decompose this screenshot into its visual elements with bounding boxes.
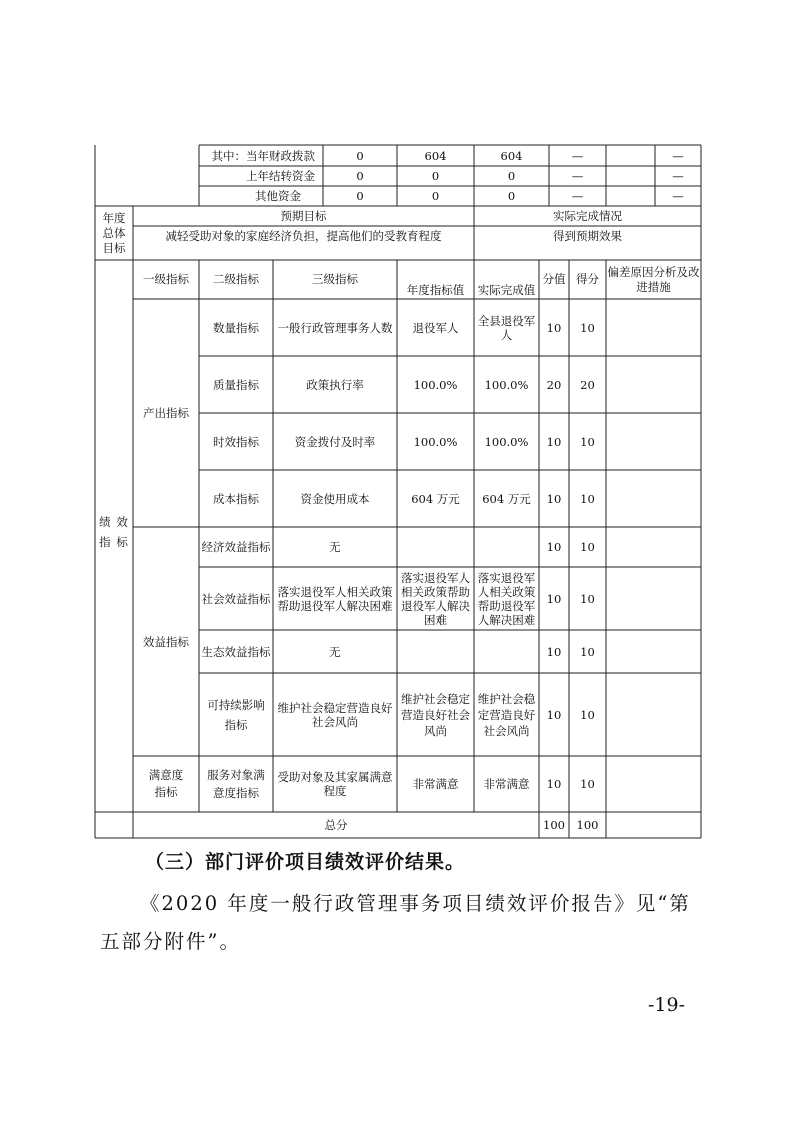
row-level3: 落实退役军人相关政策 帮助退役军人解决困难 — [277, 584, 393, 613]
funds-label: 其中：当年财政拨款 — [211, 148, 315, 163]
funds-value: — — [571, 169, 584, 183]
row-score: 10 — [546, 491, 562, 506]
row-level3: 资金拨付及时率 — [294, 434, 376, 449]
row-actual: 全县退役军 人 — [477, 313, 536, 342]
row-score: 10 — [546, 644, 562, 659]
row-level2: 质量指标 — [213, 377, 259, 392]
row-got: 10 — [580, 491, 595, 506]
row-got: 10 — [580, 644, 595, 659]
row-level3: 受助对象及其家属满意 程度 — [277, 770, 393, 798]
row-level3: 维护社会稳定营造良好 社会风尚 — [277, 700, 393, 729]
funds-value — [606, 145, 655, 166]
group-satisfaction: 满意度 指标 — [148, 768, 184, 799]
row-score: 10 — [546, 707, 562, 722]
row-annual: 退役军人 — [412, 320, 459, 335]
row-annual: 非常满意 — [412, 777, 459, 791]
funds-value: — — [672, 169, 684, 183]
header-level3: 三级指标 — [312, 272, 358, 286]
funds-value: 0 — [431, 189, 440, 203]
expected-goal-header: 预期目标 — [280, 209, 327, 223]
row-level2: 社会效益指标 — [201, 591, 271, 606]
funds-value: 604 — [424, 148, 447, 163]
header-actual-value: 实际完成值 — [477, 283, 536, 297]
row-annual — [397, 527, 474, 567]
funds-value: — — [672, 189, 684, 203]
total-score: 100 — [543, 818, 565, 832]
row-score: 10 — [546, 777, 562, 791]
row-actual: 非常满意 — [483, 777, 530, 791]
row-actual: 100.0% — [484, 377, 529, 392]
funds-value — [606, 186, 655, 206]
row-got: 10 — [580, 320, 595, 335]
row-level3: 政策执行率 — [306, 377, 364, 392]
row-actual: 604 万元 — [482, 491, 531, 506]
row-actual: 维护社会稳 定营造良好 社会风尚 — [477, 691, 536, 738]
funds-value — [606, 166, 655, 186]
row-level3: 资金使用成本 — [300, 491, 370, 506]
row-level2: 可持续影响 指标 — [207, 697, 265, 732]
row-actual — [474, 527, 539, 567]
funds-value: — — [571, 189, 584, 203]
row-score: 10 — [546, 434, 562, 449]
row-score: 10 — [546, 591, 562, 606]
row-level2: 时效指标 — [213, 434, 259, 449]
row-level2: 数量指标 — [213, 320, 259, 335]
row-level3: 一般行政管理事务人数 — [277, 320, 393, 335]
row-level3: 无 — [329, 540, 341, 554]
row-got: 10 — [580, 777, 595, 791]
row-got: 10 — [580, 707, 595, 722]
header-annual-value: 年度指标值 — [406, 283, 465, 297]
header-deviation: 偏差原因分析及改进措施 — [607, 264, 700, 294]
row-annual: 604 万元 — [411, 491, 460, 506]
header-score-got: 得分 — [576, 272, 599, 286]
row-annual: 落实退役军人 相关政策帮助 退役军人解决 困难 — [401, 570, 470, 627]
row-deviation — [606, 527, 701, 567]
funds-value: 604 — [500, 148, 523, 163]
row-deviation — [606, 470, 701, 527]
row-deviation — [606, 630, 701, 673]
actual-goal-header: 实际完成情况 — [553, 209, 622, 223]
row-deviation — [606, 413, 701, 470]
row-deviation — [606, 673, 701, 756]
funds-value: 0 — [507, 169, 516, 183]
total-label: 总分 — [324, 818, 348, 832]
row-score: 20 — [546, 377, 562, 392]
row-level2: 生态效益指标 — [201, 644, 271, 659]
row-got: 10 — [580, 540, 595, 554]
row-level2: 服务对象满 意度指标 — [207, 768, 265, 800]
funds-value: 0 — [356, 148, 364, 163]
row-got: 10 — [580, 434, 595, 449]
row-annual: 100.0% — [413, 377, 458, 392]
page-number: -19- — [648, 994, 686, 1016]
row-deviation — [606, 356, 701, 413]
section-heading: （三）部门评价项目绩效评价结果。 — [145, 851, 466, 873]
funds-value: 0 — [356, 189, 364, 203]
annual-goal-label: 年度 总体 目标 — [102, 210, 126, 255]
row-annual: 100.0% — [413, 434, 458, 449]
group-benefit: 效益指标 — [143, 634, 189, 649]
row-actual: 100.0% — [484, 434, 529, 449]
funds-value: 0 — [431, 169, 440, 183]
funds-value: — — [571, 148, 584, 163]
row-score: 10 — [546, 540, 562, 554]
row-got: 10 — [580, 591, 595, 606]
row-deviation — [606, 756, 701, 812]
actual-goal-text: 得到预期效果 — [553, 229, 622, 243]
header-level1: 一级指标 — [143, 272, 189, 286]
row-annual: 维护社会稳定 营造良好社会 风尚 — [401, 691, 470, 738]
row-actual — [474, 630, 539, 673]
header-score-value: 分值 — [542, 272, 566, 286]
total-got: 100 — [576, 818, 599, 832]
row-got: 20 — [580, 377, 595, 392]
body-paragraph: 《2020 年度一般行政管理事务项目绩效评价报告》见“第五部分附件”。 — [100, 892, 691, 953]
row-level3: 无 — [329, 644, 341, 659]
row-actual: 落实退役军 人相关政策 帮助退役军 人解决困难 — [477, 570, 536, 627]
funds-value: 0 — [356, 169, 364, 183]
expected-goal-text: 减轻受助对象的家庭经济负担，提高他们的受教育程度 — [165, 229, 442, 243]
funds-value: 0 — [507, 189, 516, 203]
group-output: 产出指标 — [143, 406, 189, 420]
row-deviation — [606, 299, 701, 356]
row-level2: 经济效益指标 — [201, 540, 271, 554]
row-score: 10 — [546, 320, 562, 335]
row-annual — [397, 630, 474, 673]
funds-label: 上年结转资金 — [246, 169, 315, 183]
perf-side-label: 绩 效 指 标 — [99, 515, 129, 549]
row-deviation — [606, 567, 701, 630]
funds-value: — — [672, 148, 684, 163]
header-level2: 二级指标 — [213, 272, 259, 286]
funds-label: 其他资金 — [255, 189, 301, 203]
row-level2: 成本指标 — [213, 491, 259, 506]
